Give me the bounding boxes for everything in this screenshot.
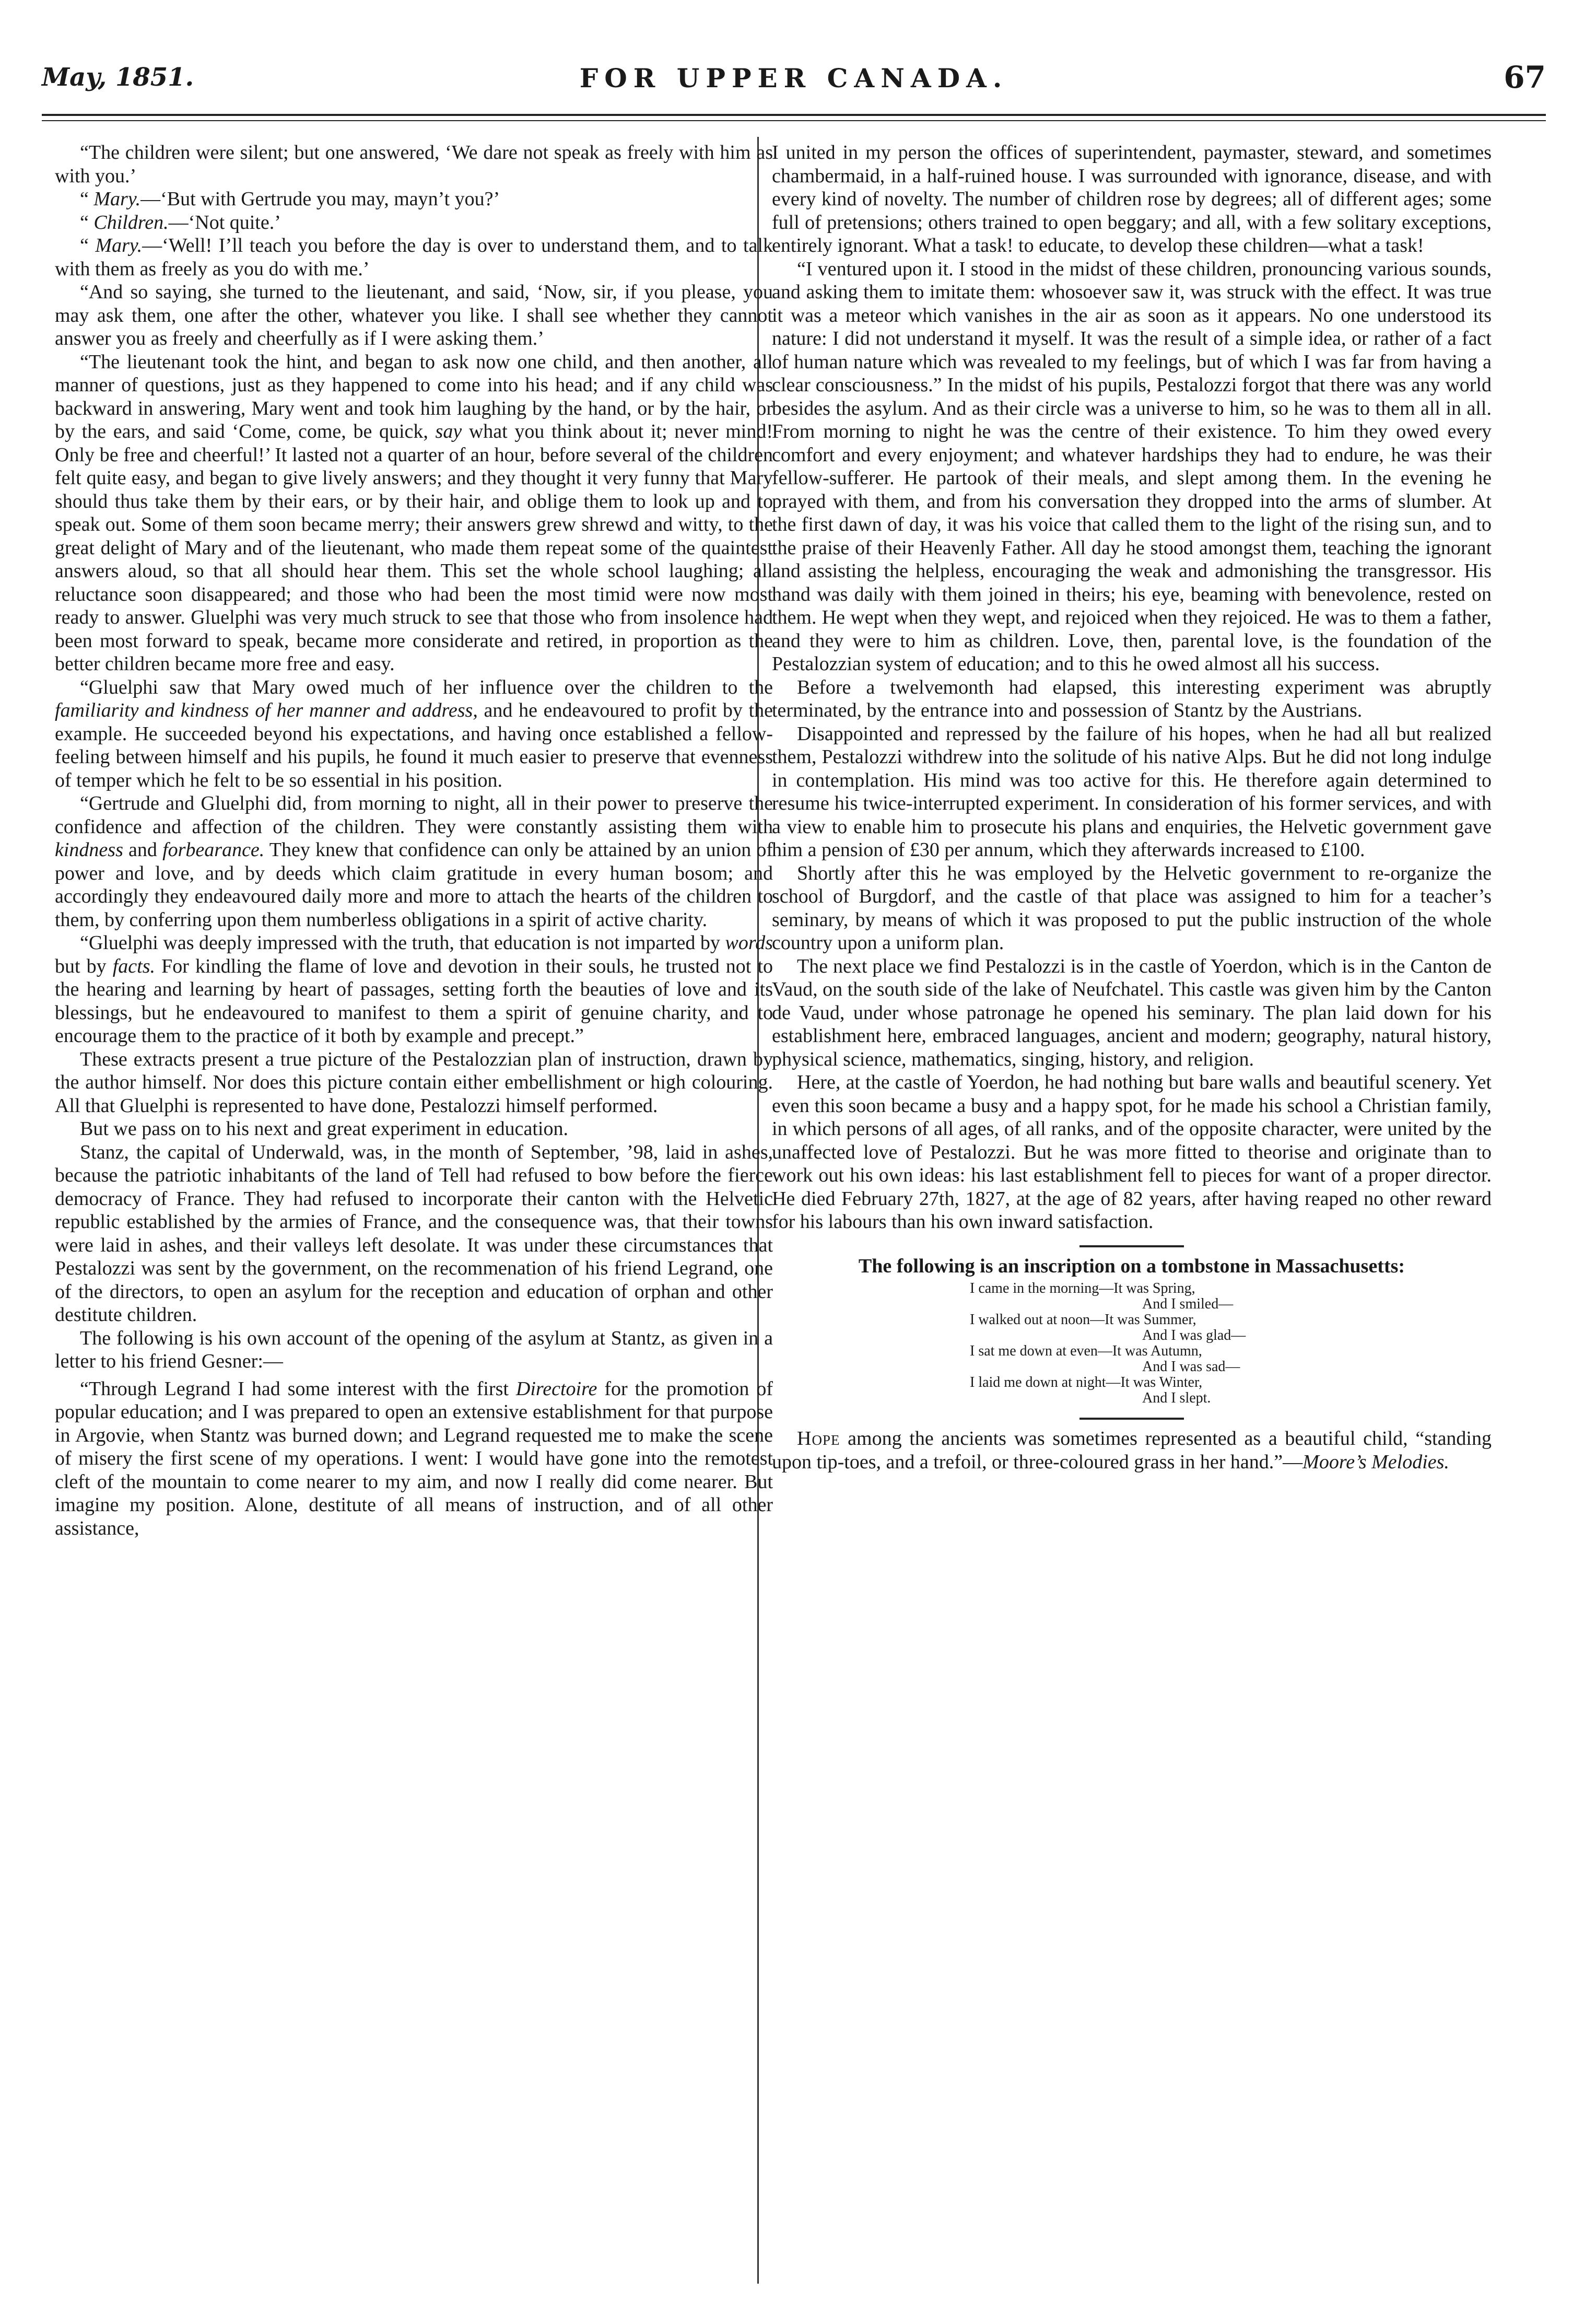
paragraph: The next place we find Pestalozzi is in the castle of Yoerdon, which is in the Canton de Vaud, on the south side of the lake of Neufchatel. This castle was given him by the Canton de Vaud, under whose patronage he opened his seminary. The plan laid down for his establishment here, embraced languages, ancient and modern; geography, natural history, physical science, mathematics, singing, history, and religion. [772, 955, 1492, 1070]
poem-line: I walked out at noon—It was Summer, [970, 1312, 1196, 1328]
page-number: 67 [1504, 60, 1546, 95]
paragraph: The following is his own account of the opening of the asylum at Stantz, as given in a letter to his friend Gesner:— [55, 1327, 773, 1372]
paragraph: “And so saying, she turned to the lieutenant, and said, ‘Now, sir, if you please, you may ask them, one after the other, whatever you like. I shall see whether they cannot answer you as freely and cheerfully as if I were asking them.’ [55, 281, 773, 349]
paragraph: “ Mary.—‘But with Gertrude you may, mayn’t you?’ [80, 188, 500, 210]
header-rule-thin [42, 120, 1546, 121]
section-rule [1079, 1418, 1184, 1420]
paragraph: Shortly after this he was employed by the Helvetic government to re-organize the school of Burgdorf, and the castle of that place was assigned to him for a teacher’s seminary, by means of which it was proposed to put the public instruction of the whole country upon a uniform plan. [772, 862, 1492, 954]
paragraph: “ Children.—‘Not quite.’ [80, 211, 281, 233]
epitaph-poem [970, 1281, 1294, 1406]
paragraph: Disappointed and repressed by the failure of his hopes, when he had all but realized them, Pestalozzi withdrew into the solitude of his native Alps. But he did not long indulge in contemplation. His mind was too active for this. He therefore again determined to resume his twice-interrupted experiment. In consideration of his former services, and with a view to enable him to prosecute his plans and enquiries, the Helvetic government gave him a pension of £30 per annum, which they afterwards increased to £100. [772, 722, 1492, 861]
speaker: Children. [93, 211, 169, 233]
paragraph: “Gertrude and Gluelphi did, from morning to night, all in their power to preserve the confidence and affection of the children. They were constantly assisting them with kindness and forbearance. They knew that confidence can only be attained by an union of power and love, and by deeds which claim gratitude in every human bosom; and accordingly they endeavoured daily more and more to attach the hearts of the children to them, by conferring upon them numberless obligations in a spirit of active charity. [55, 792, 773, 931]
poem-line: And I smiled— [1142, 1296, 1234, 1312]
paragraph: These extracts present a true picture of the Pestalozzian plan of instruction, drawn by the author himself. Nor does this picture contain either embellishment or high colouring. All that Gluelphi is represented to have done, Pestalozzi himself performed. [55, 1048, 773, 1117]
left-column [55, 141, 773, 2288]
right-column [772, 141, 1492, 2288]
hope-word: Hope [797, 1428, 840, 1449]
speaker: Mary. [93, 188, 141, 210]
paragraph: I united in my person the offices of superintendent, paymaster, steward, and sometimes chambermaid, in a half-ruined house. I was surrounded with ignorance, disease, and with every kind of novelty. The number of children rose by degrees; all of different ages; some full of pretensions; others trained to open beggary; and all, with a few solitary exceptions, entirely ignorant. What a task! to educate, to develop these children—what a task! [772, 142, 1492, 256]
section-rule [1079, 1245, 1184, 1247]
paragraph: “The lieutenant took the hint, and began to ask now one child, and then another, all manner of questions, just as they happened to come into his head; and if any child was backward in answering, Mary went and took him laughing by the hand, or by the hair, or by the ears, and said ‘Come, come, be quick, say what you think about it; never mind! Only be free and cheerful!’ It lasted not a quarter of an hour, before several of the children felt quite easy, and began to give lively answers; and they thought it very funny that Mary should thus take them by their ears, or by their hair, and oblige them to look up and to speak out. Some of them soon became merry; their answers grew shrewd and witty, to the great delight of Mary and of the lieutenant, who made them repeat some of the quaintest answers aloud, so that all should hear them. This set the whole school laughing; all reluctance soon disappeared; and those who had been the most timid were now most ready to answer. Gluelphi was very much struck to see that those who from insolence had been most forward to speak, became more considerate and retired, in proportion as the better children became more free and easy. [55, 350, 773, 675]
epitaph-intro: The following is an inscription on a tombstone in Massachusetts: [858, 1255, 1405, 1277]
paragraph: “ Mary.—‘Well! I’ll teach you before the day is over to understand them, and to talk with them as freely as you do with me.’ [55, 235, 773, 280]
paragraph: Hope among the ancients was sometimes represented as a beautiful child, “standing upon tip-toes, and a trefoil, or three-coloured grass in her hand.”—Moore’s Melodies. [772, 1428, 1492, 1473]
paragraph: “Gluelphi was deeply impressed with the truth, that education is not imparted by words but by facts. For kindling the flame of love and devotion in their souls, he trusted not to the hearing and learning by heart of passages, setting forth the beauties of love and its blessings, but he endeavoured to manifest to them a spirit of genuine charity, and to encourage them to the practice of it both by example and precept.” [55, 932, 773, 1047]
poem-line: And I was sad— [1142, 1359, 1240, 1375]
paragraph: “The children were silent; but one answered, ‘We dare not speak as freely with him as with you.’ [55, 142, 773, 187]
paragraph: “Through Legrand I had some interest with the first Directoire for the promotion of popular education; and I was prepared to open an extensive establishment for that purpose in Argovie, when Stantz was burned down; and Legrand requested me to make the scene of misery the first scene of my operations. I went: I would have gone into the remotest cleft of the mountain to come nearer to my aim, and now I really did come nearer. But imagine my position. Alone, destitute of all means of instruction, and of all other assistance, [55, 1377, 773, 1539]
page-header [42, 57, 1546, 99]
paragraph: But we pass on to his next and great experiment in education. [80, 1118, 568, 1140]
poem-line: And I slept. [1142, 1390, 1211, 1406]
paragraph: Before a twelvemonth had elapsed, this interesting experiment was abruptly terminated, by the entrance into and possession of Stantz by the Austrians. [772, 676, 1492, 721]
paragraph: “Gluelphi saw that Mary owed much of her influence over the children to the familiarity and kindness of her manner and address, and he endeavoured to profit by the example. He succeeded beyond his expectations, and having once established a fellow-feeling between himself and his pupils, he found it much easier to preserve that evenness of temper which he felt to be so essential in his position. [55, 676, 773, 791]
poem-line: I sat me down at even—It was Autumn, [970, 1343, 1202, 1359]
speaker: Mary. [95, 235, 143, 256]
paragraph: “I ventured upon it. I stood in the midst of these children, pronouncing various sounds, and asking them to imitate them: whosoever saw it, was struck with the effect. It was true it was a meteor which vanishes in the air as soon as it appears. No one understood its nature: I did not understand it myself. It was the result of a simple idea, or rather of a fact of human nature which was revealed to my feelings, but of which I was far from having a clear consciousness.” In the midst of his pupils, Pestalozzi forgot that there was any world besides the asylum. And as their circle was a universe to him, so he was to them all in all. From morning to night he was the centre of their existence. To him they owed every comfort and every enjoyment; and whatever hardships they had to endure, he was their fellow-sufferer. He partook of their meals, and slept among them. In the evening he prayed with them, and from his conversation they dropped into the arms of slumber. At the first dawn of day, it was his voice that called them to the light of the rising sun, and to the praise of their Heavenly Father. All day he stood amongst them, teaching the ignorant and assisting the helpless, encouraging the weak and admonishing the transgressor. His hand was daily with them joined in theirs; his eye, beaming with benevolence, rested on them. He wept when they wept, and rejoiced when they rejoiced. He was to them a father, and they were to him as children. Love, then, parental love, is the foundation of the Pestalozzian system of education; and to this he owed almost all his success. [772, 258, 1492, 675]
poem-line: I came in the morning—It was Spring, [970, 1280, 1195, 1296]
poem-line: I laid me down at night—It was Winter, [970, 1374, 1203, 1390]
source-citation: Moore’s Melodies. [1302, 1451, 1449, 1473]
header-rule [42, 114, 1546, 116]
paragraph: Here, at the castle of Yoerdon, he had nothing but bare walls and beautiful scenery. Yet even this soon became a busy and a happy spot, for he made his school a Christian family, in which persons of all ages, of all ranks, and of the opposite character, were united by the unaffected love of Pestalozzi. But he was more fitted to theorise and originate than to work out his own ideas: his last establishment fell to pieces for want of a proper director. He died February 27th, 1827, at the age of 82 years, after having reaped no other reward for his labours than his own inward satisfaction. [772, 1071, 1492, 1233]
header-date: May, 1851. [42, 63, 194, 92]
running-title: FOR UPPER CANADA. [579, 63, 1008, 93]
poem-line: And I was glad— [1142, 1327, 1246, 1343]
paragraph: Stanz, the capital of Underwald, was, in the month of September, ’98, laid in ashes, because the patriotic inhabitants of the land of Tell had refused to bow before the fierce democracy of France. They had refused to incorporate their canton with the Helvetic republic established by the armies of France, and the consequence was, that their towns were laid in ashes, and their valleys left desolate. It was under these circumstances that Pestalozzi was sent by the government, on the recommenation of his friend Legrand, one of the directors, to open an asylum for the reception and education of orphan and other destitute children. [55, 1141, 773, 1326]
